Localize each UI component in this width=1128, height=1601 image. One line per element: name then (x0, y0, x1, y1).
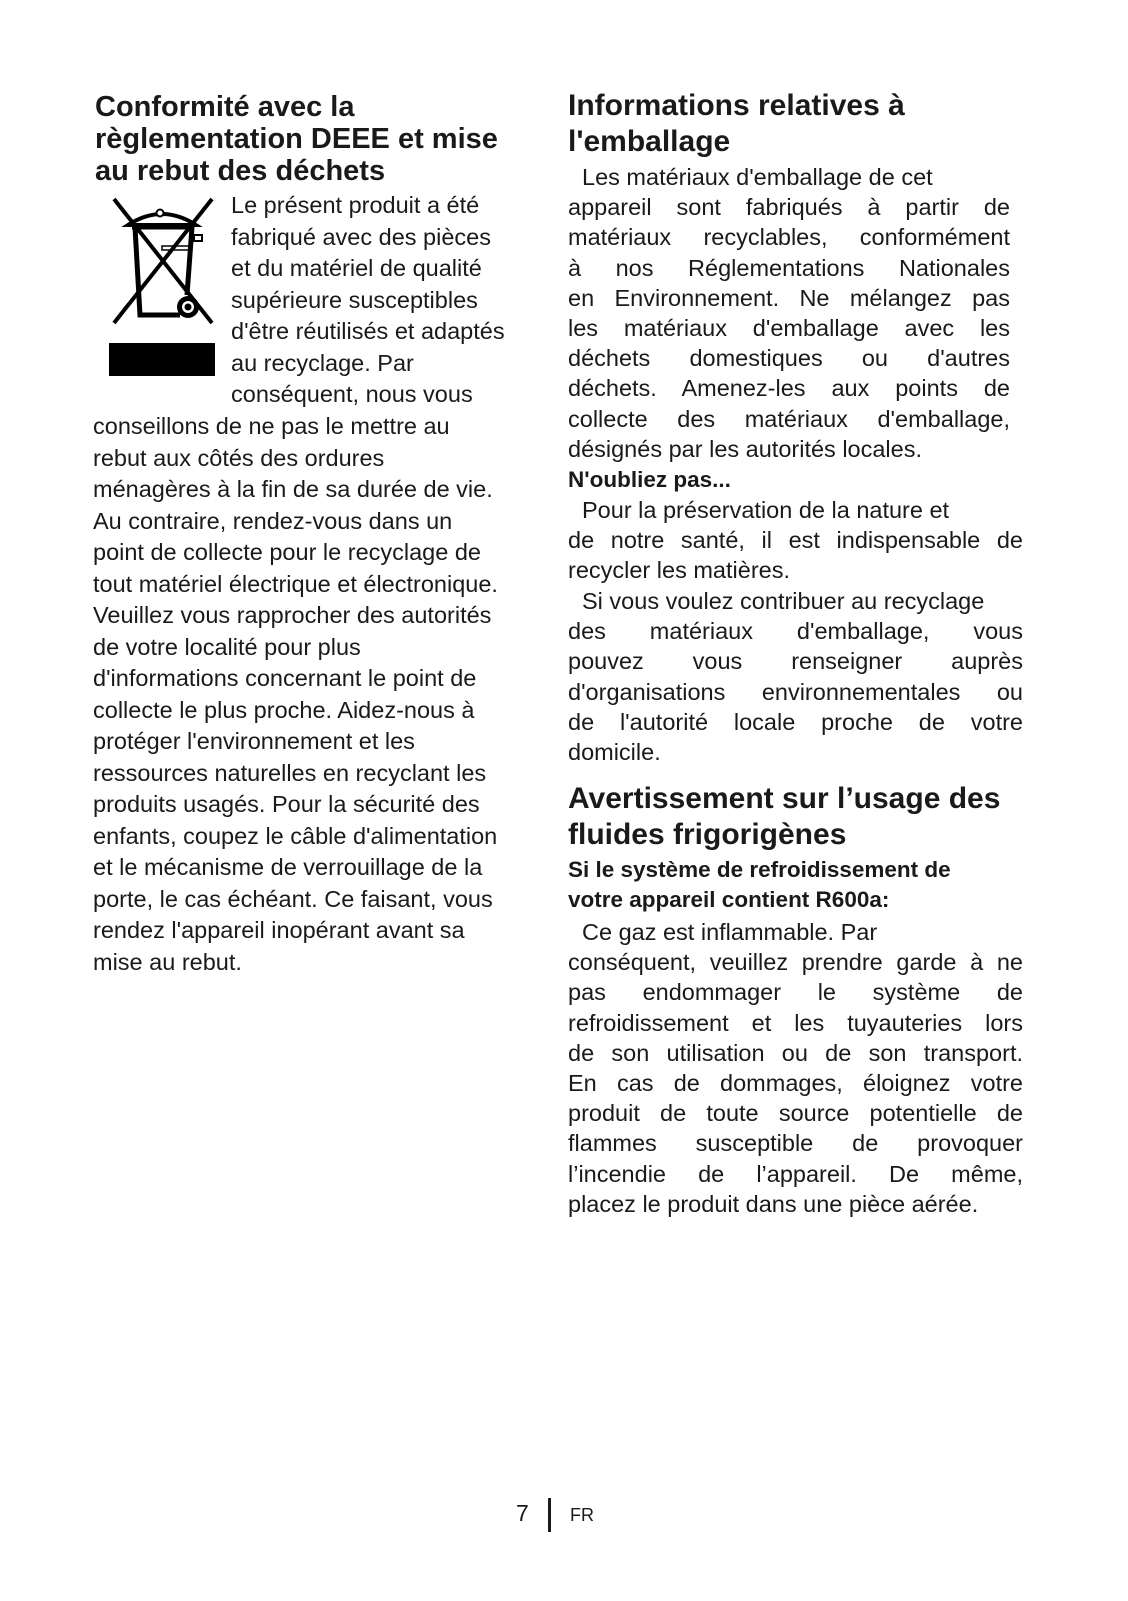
crossed-out-wheeled-bin-icon (108, 195, 216, 377)
heading-line: l'emballage (568, 125, 731, 158)
text-line: refroidissement et les tuyauteries lors (568, 1009, 1023, 1036)
subheading-line: votre appareil contient R600a: (568, 887, 890, 912)
weee-intro-text (231, 190, 505, 411)
text-line: Veuillez vous rapprocher des autorités (93, 602, 492, 628)
text-line: domicile. (568, 739, 661, 766)
refrigerant-heading (568, 781, 1000, 853)
text-line: désignés par les autorités locales. (568, 435, 923, 462)
text-line: d'être réutilisés et adaptés (231, 318, 505, 344)
text-line: à nos Réglementations Nationales (568, 254, 1010, 281)
text-line: Ce gaz est inflammable. Par (582, 919, 878, 945)
text-line: En cas de dommages, éloignez votre (568, 1070, 1023, 1097)
text-line: et du matériel de qualité (231, 255, 482, 281)
heading-line: fluides frigorigènes (568, 818, 847, 851)
text-line: tout matériel électrique et électronique. (93, 570, 498, 597)
text-line: Au contraire, rendez-vous dans un (93, 507, 453, 534)
packaging-paragraph (568, 162, 1010, 464)
packaging-heading (568, 88, 905, 160)
text-line: ressources naturelles en recyclant les (93, 759, 487, 786)
text-line: Les matériaux d'emballage de cet (582, 164, 933, 190)
subheading-line: Si le système de refroidissement de (568, 857, 951, 882)
text-line: recycler les matières. (568, 557, 790, 584)
text-line: conséquent, nous vous (231, 381, 473, 407)
text-line: de son utilisation ou de son transport. (568, 1039, 1023, 1066)
text-line: enfants, coupez le câble d'alimentation (93, 822, 498, 849)
footer-divider (548, 1498, 551, 1532)
text-line: et le mécanisme de verrouillage de la (93, 854, 483, 880)
text-line: collecte des matériaux d'emballage, (568, 405, 1010, 432)
text-line: d'organisations environnementales ou (568, 678, 1023, 705)
text-line: rendez l'appareil inopérant avant sa (93, 917, 465, 943)
text-line: mise au rebut. (93, 948, 242, 975)
weee-heading (95, 91, 498, 187)
weee-body-text (93, 411, 498, 978)
text-line: pouvez vous renseigner auprès (568, 648, 1023, 675)
heading-line: Informations relatives à (568, 89, 905, 122)
text-line: matériaux recyclables, conformément (568, 224, 1010, 251)
text-line: ménagères à la fin de sa durée de vie. (93, 476, 493, 502)
text-line: appareil sont fabriqués à partir de (568, 194, 1010, 221)
text-line: Si vous voulez contribuer au recyclage (582, 588, 985, 614)
text-line: point de collecte pour le recyclage de (93, 539, 481, 565)
heading-line: Avertissement sur l’usage des (568, 782, 1001, 815)
preservation-paragraph (568, 495, 1023, 586)
text-line: fabriqué avec des pièces (231, 223, 491, 250)
text-line: des matériaux d'emballage, vous (568, 618, 1023, 645)
text-line: les matériaux d'emballage avec les (568, 315, 1010, 342)
reminder-subheading: N'oubliez pas... (568, 467, 731, 492)
text-line: Le présent produit a été (231, 192, 480, 218)
text-line: l’incendie de l’appareil. De même, (568, 1160, 1023, 1187)
text-line: de votre localité pour plus (93, 633, 361, 660)
text-line: conséquent, veuillez prendre garde à ne (568, 949, 1023, 976)
text-line: placez le produit dans une pièce aérée. (568, 1190, 979, 1217)
heading-line: règlementation DEEE et mise (95, 123, 498, 155)
text-line: flammes susceptible de provoquer (568, 1130, 1023, 1157)
r600a-subheading (568, 855, 951, 915)
text-line: de l'autorité locale proche de votre (568, 708, 1023, 735)
text-line: rebut aux côtés des ordures (93, 444, 385, 471)
text-line: pas endommager le système de (568, 979, 1023, 1006)
recycling-paragraph (568, 586, 1023, 767)
text-line: produits usagés. Pour la sécurité des (93, 791, 480, 817)
text-line: Pour la préservation de la nature et (582, 497, 950, 523)
text-line: en Environnement. Ne mélangez pas (568, 284, 1010, 311)
refrigerant-paragraph (568, 917, 1023, 1219)
heading-line: au rebut des déchets (95, 155, 386, 187)
heading-line: Conformité avec la (95, 91, 355, 123)
text-line: protéger l'environnement et les (93, 728, 415, 754)
page-number: 7 (516, 1500, 529, 1526)
text-line: déchets. Amenez-les aux points de (568, 375, 1010, 402)
text-line: déchets domestiques ou d'autres (568, 345, 1010, 372)
text-line: produit de toute source potentielle de (568, 1100, 1023, 1127)
text-line: conseillons de ne pas le mettre au (93, 413, 450, 439)
text-line: supérieure susceptibles (231, 286, 478, 313)
text-line: porte, le cas échéant. Ce faisant, vous (93, 885, 493, 912)
text-line: au recyclage. Par (231, 349, 414, 376)
language-code: FR (570, 1505, 594, 1525)
text-line: d'informations concernant le point de (93, 665, 477, 691)
text-line: de notre santé, il est indispensable de (568, 527, 1023, 554)
text-line: collecte le plus proche. Aidez-nous à (93, 696, 475, 723)
